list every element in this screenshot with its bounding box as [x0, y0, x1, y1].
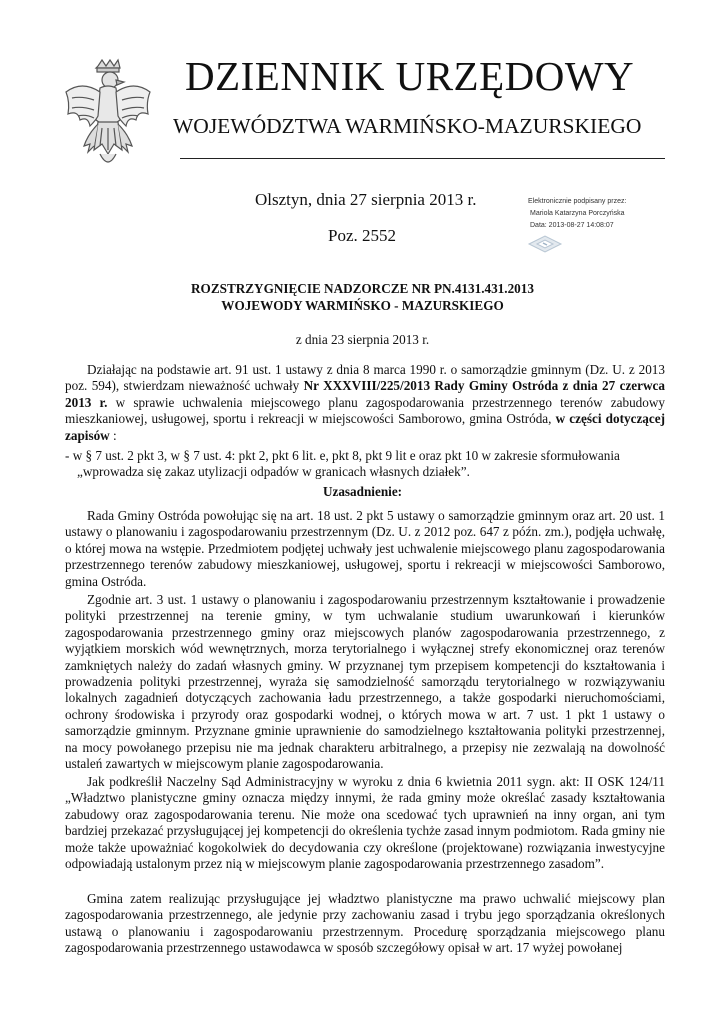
publication-title: DZIENNIK URZĘDOWY [185, 53, 635, 99]
paragraph-text: Gmina zatem realizując przysługujące jej władztwo planistyczne ma prawo uchwalić miejscowy plan zagospodarowania przestrzennego, ale jedynie przy zachowaniu zasad i trybu jego sporządzania określonych ustawą o planowaniu i zagospodarowaniu przestrzennym. Procedurę sporządzania miejscowego planu zagospodarowania przestrzennego ustawodawca w sposób szczegółowy opisał w art. 17 wyżej powołanej [65, 891, 665, 956]
paragraph-text: Działając na podstawie art. 91 ust. 1 ustawy z dnia 8 marca 1990 r. o samorządzie gminnym (Dz. U. z 2013 poz. 594), stwierdzam nieważność uchwały [65, 362, 665, 394]
decision-date: z dnia 23 sierpnia 2013 r. [295, 332, 430, 347]
polish-eagle-emblem-icon [60, 58, 156, 176]
justification-heading: Uzasadnienie: [322, 484, 403, 499]
paragraph-text: Jak podkreślił Naczelny Sąd Administracyjny w wyroku z dnia 6 kwietnia 2011 sygn. akt: II OSK 124/11 „Władztwo planistyczne gminy oznacza między innymi, że rada gminy może określać zasady kształtowania zabudowy oraz zagospodarowania terenu. Nie może ona scedować tych uprawnień na inny organ, ani tym bardziej przekazać przysługującej jej kompetencji do określenia tychże zasad innym podmiotom. Rada gminy nie może także upoważniać kogokolwiek do decydowania czy określone (projektowane) rozwiązania inwestycyjne odpowiadają ustalonym przez nią w miejscowym planie zagospodarowania przestrzennego zasadom”. [65, 774, 665, 872]
signature-signer: Mariola Katarzyna Porczyńska [530, 210, 625, 217]
position-number: Poz. 2552 [328, 226, 396, 245]
provisions-list [65, 448, 665, 481]
issuer-heading: WOJEWODY WARMIŃSKO - MAZURSKIEGO [221, 298, 504, 313]
decision-heading: ROZSTRZYGNIĘCIE NADZORCZE NR PN.4131.431.2013 [191, 281, 534, 296]
paragraph-justification-4 [65, 891, 665, 957]
list-item: - w § 7 ust. 2 pkt 3, w § 7 ust. 4: pkt 2, pkt 6 lit. e, pkt 8, pkt 9 lit e oraz pkt 10 w zakresie sformułowania „wprowadza się zakaz utylizacji odpadów w granicach własnych działek”. [65, 448, 620, 480]
paragraph-justification-3 [65, 774, 665, 872]
signature-stamp-icon [527, 234, 563, 254]
paragraph-text: Rada Gminy Ostróda powołując się na art. 18 ust. 2 pkt 5 ustawy o samorządzie gminnym oraz art. 20 ust. 1 ustawy o planowaniu i zagospodarowaniu przestrzennym (Dz. U. z 2012 poz. 647 z późn. zm.), podjęła uchwałę, o której mowa na wstępie. Przedmiotem podjętej uchwały jest uchwalenie miejscowego planu zagospodarowania przestrzennego terenów zabudowy mieszkaniowej, usługowej, sportu i rekreacji w miejscowości Samborowo, gmina Ostróda. [65, 508, 665, 589]
paragraph-text: w sprawie uchwalenia miejscowego planu zagospodarowania przestrzennego terenów zabudowy mieszkaniowej, usługowej, sportu i rekreacji w miejscowości Samborowo, gmina Ostróda, [65, 394, 665, 427]
paragraph-justification-2 [65, 592, 665, 772]
place-date: Olsztyn, dnia 27 sierpnia 2013 r. [255, 190, 477, 209]
header-divider [180, 158, 665, 159]
paragraph-justification-1 [65, 508, 665, 590]
resolution-reference: Nr XXXVIII/225/2013 Rady Gminy Ostróda z dnia 27 czerwca 2013 r. [65, 378, 665, 410]
signature-label: Elektronicznie podpisany przez: [528, 198, 627, 205]
scope-phrase: w części dotyczącej zapisów [65, 411, 665, 443]
publication-subtitle: WOJEWÓDZTWA WARMIŃSKO-MAZURSKIEGO [173, 114, 642, 138]
paragraph-decision [65, 362, 665, 444]
electronic-signature [528, 196, 678, 232]
paragraph-text: Zgodnie art. 3 ust. 1 ustawy o planowaniu i zagospodarowaniu przestrzennym kształtowanie i prowadzenie polityki przestrzennej na terenie gminy, w tym uchwalanie studium uwarunkowań i kierunków zagospodarowania przestrzennego gminy oraz miejscowych planów zagospodarowania przestrzennego, z wyjątkiem morskich wód wewnętrznych, morza terytorialnego i wyłącznej strefy ekonomicznej oraz terenów zamkniętych należy do zadań własnych gminy. W przyznanej tym przepisem kompetencji do kształtowania i prowadzenia polityki przestrzennej, wyraża się samodzielność samorządu terytorialnego w rozwiązywaniu lokalnych zagadnień dotyczących zachowania ładu przestrzennego, a także gospodarki nieruchomościami, ochrony środowiska i przyrody oraz gospodarki wodnej, o których mowa w art. 7 ust. 1 pkt 1 ustawy o samorządzie gminnym. Przyznane gminie uprawnienie do samodzielnego kształtowania polityki przestrzennej, na mocy powołanego przepisu nie ma jednak charakteru arbitralnego, a przepisy nie zezwalają na dowolność ustaleń zawartych w miejscowym planie zagospodarowania. [65, 592, 665, 772]
paragraph-text: : [109, 427, 117, 443]
signature-date: Data: 2013-08-27 14:08:07 [530, 222, 614, 229]
